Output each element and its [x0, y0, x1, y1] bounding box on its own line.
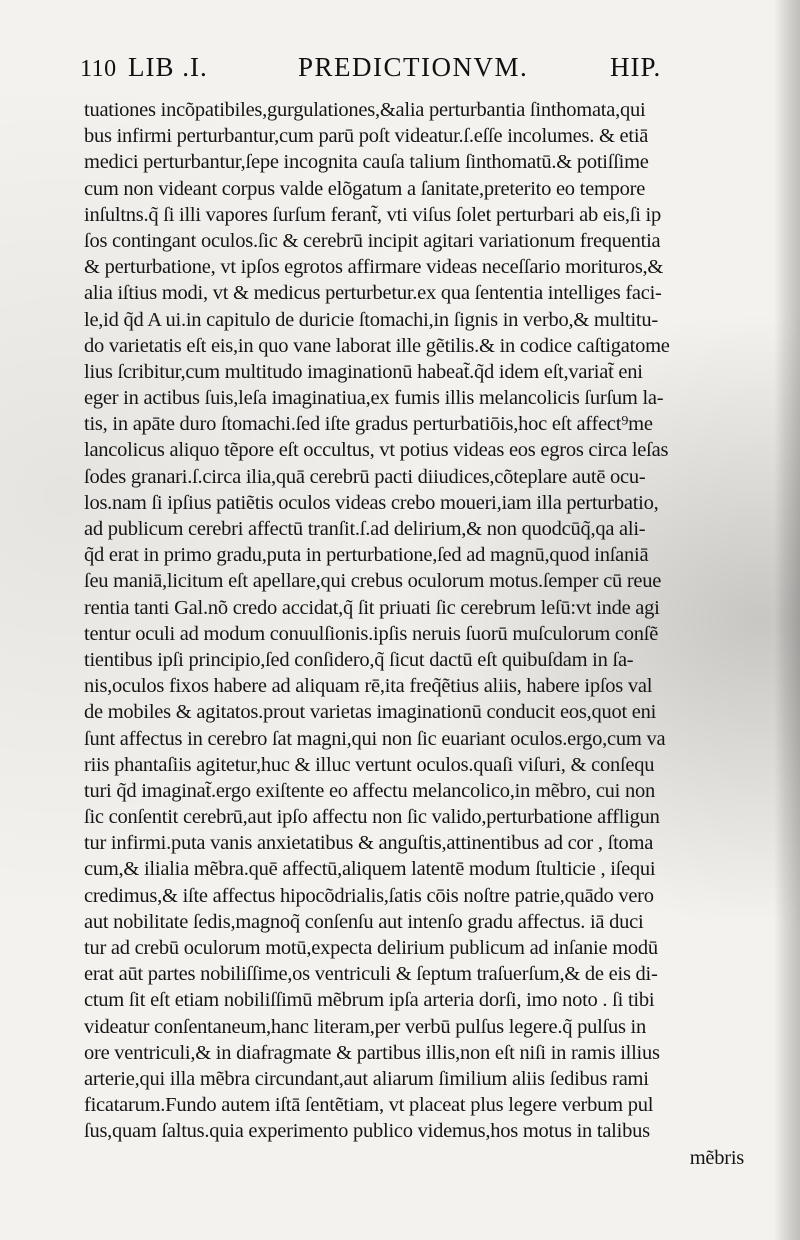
text-line: le,id q̃d A ui.in capitulo de duricie ſtomachi,in ſignis in verbo,& multitu-: [84, 308, 658, 331]
text-line: ſeu maniā,licitum eſt apellare,qui crebus oculorum motus.ſemper cū reue: [84, 570, 662, 593]
text-line: lancolicus aliquo tẽpore eſt occultus, vt potius videas eos egros circa leſas: [84, 439, 669, 462]
text-line: tur infirmi.puta vanis anxietatibus & anguſtis,attinentibus ad cor , ſtoma: [84, 832, 654, 855]
text-line: ctum ſit eſt etiam nobiliſſimū mẽbrum ipſa arteria dorſi, imo noto . ſi tibi: [84, 989, 655, 1012]
body-text: [84, 97, 744, 1171]
running-title: PREDICTIONVM.: [298, 52, 529, 82]
text-line: ſunt affectus in cerebro ſat magni,qui non ſic euariant oculos.ergo,cum va: [84, 727, 666, 750]
text-line: medici perturbantur,ſepe incognita cauſa talium ſinthomatū.& potiſſime: [84, 151, 649, 174]
text-line: ficatarum.Fundo autem iſtā ſentẽtiam, vt placeat plus legere verbum pul: [84, 1094, 654, 1117]
text-line: cum non videant corpus valde elõgatum a ſanitate,preterito eo tempore: [84, 177, 646, 200]
text-line: ad publicum cerebri affectū tranſit.ſ.ad delirium,& non quodcūq̃,qa ali-: [84, 518, 646, 540]
text-line: ſus,quam ſaltus.quia experimento publico videmus,hos motus in talibus: [84, 1120, 650, 1143]
text-line: inſultns.q̃ ſi illi vapores ſurſum ferant̃, vti viſus ſolet perturbari ab eis,ſi ip: [84, 203, 661, 226]
text-line: tentur oculi ad modum conuulſionis.ipſis neruis ſuorū muſculorum conſẽ: [84, 622, 659, 645]
text-line: ſic conſentit cerebrū,aut ipſo affectu non ſic valido,perturbatione affligun: [84, 806, 660, 829]
text-line: credimus,& iſte affectus hipocõdrialis,ſatis cōis noſtre patrie,quādo vero: [84, 884, 654, 907]
running-header: [80, 50, 690, 86]
text-line: riis phantaſiis agitetur,huc & illuc vertunt oculos.quaſi viſuri, & conſequ: [84, 753, 655, 776]
text-line: & perturbatione, vt ipſos egrotos affirmare videas neceſſario morituros,&: [84, 256, 664, 279]
text-line: nis,oculos fixos habere ad aliquam rē,ita freq̃ẽtius aliis, habere ipſos val: [84, 675, 653, 698]
text-line: cum,& ilialia mẽbra.quē affectū,aliquem latentē modum ſtulticie , iſequi: [84, 858, 656, 881]
book-label: LIB .I.: [128, 52, 208, 82]
text-line: tis, in apāte duro ſtomachi.ſed iſte gradus perturbatiōis,hoc eſt affect⁹me: [84, 413, 653, 436]
text-line: turi q̃d imaginat̃.ergo exiſtente eo affectu melancolico,in mẽbro, cui non: [84, 779, 655, 802]
text-line: de mobiles & agitatos.prout varietas imaginationū conducit eos,quot eni: [84, 701, 657, 724]
text-line: rentia tanti Gal.nõ credo accidat,q̃ ſit priuati ſic cerebrum leſū:vt inde agi: [84, 596, 660, 619]
text-line: eger in actibus ſuis,leſa imaginatiua,ex fumis illis melancolicis ſurſum la-: [84, 387, 664, 410]
text-line: ſos contingant oculos.ſic & cerebrū incipit agitari variationum frequentia: [84, 229, 661, 252]
text-line: los.nam ſi ipſius patiẽtis oculos videas crebo moueri,iam illa perturbatio,: [84, 491, 659, 514]
text-line: mẽbris: [689, 1146, 744, 1169]
text-line: aut nobilitate ſedis,magnoq̃ conſenſu aut intenſo gradu affectus. iā duci: [84, 910, 644, 933]
text-line: videatur conſentaneum,hanc literam,per verbū pulſus legere.q̃ pulſus in: [84, 1015, 647, 1038]
text-line: ore ventriculi,& in diafragmate & partibus illis,non eſt niſi in ramis illius: [84, 1041, 660, 1064]
text-line: ſodes granari.ſ.circa ilia,quā cerebrū pacti diiudices,cõteplare autē ocu-: [84, 465, 646, 488]
page-number: 110: [80, 56, 117, 82]
text-line: lius ſcribitur,cum multitudo imaginationū habeat̃.q̃d idem eſt,variat̃ eni: [84, 360, 643, 383]
page-gutter-shadow: [774, 0, 800, 1240]
text-line: q̃d erat in primo gradu,puta in perturbatione,ſed ad magnū,quod inſaniā: [84, 544, 649, 567]
text-line: arterie,qui illa mẽbra circundant,aut aliarum ſimilium aliis ſedibus rami: [84, 1067, 649, 1090]
text-line: tuationes incõpatibiles,gurgulationes,&alia perturbantia ſinthomata,qui: [84, 99, 646, 121]
text-line: bus infirmi perturbantur,cum parū poſt videatur.ſ.eſſe incolumes. & etiā: [84, 125, 649, 148]
text-line: erat aūt partes nobiliſſime,os ventriculi & ſeptum traſuerſum,& de eis di-: [84, 963, 658, 986]
author-label: HIP.: [610, 52, 662, 82]
text-line: do varietatis eſt eis,in quo vane laborat ille gẽtilis.& in codice caſtigatome: [84, 334, 670, 357]
text-line: alia iſtius modi, vt & medicus perturbetur.ex qua ſententia intelliges faci-: [84, 282, 662, 305]
text-line: tur ad crebū oculorum motū,expecta delirium publicum ad inſanie modū: [84, 937, 658, 959]
text-line: tientibus ipſi principio,ſed conſidero,q̃ ſicut dactū eſt quibuſdam in ſa-: [84, 648, 634, 671]
